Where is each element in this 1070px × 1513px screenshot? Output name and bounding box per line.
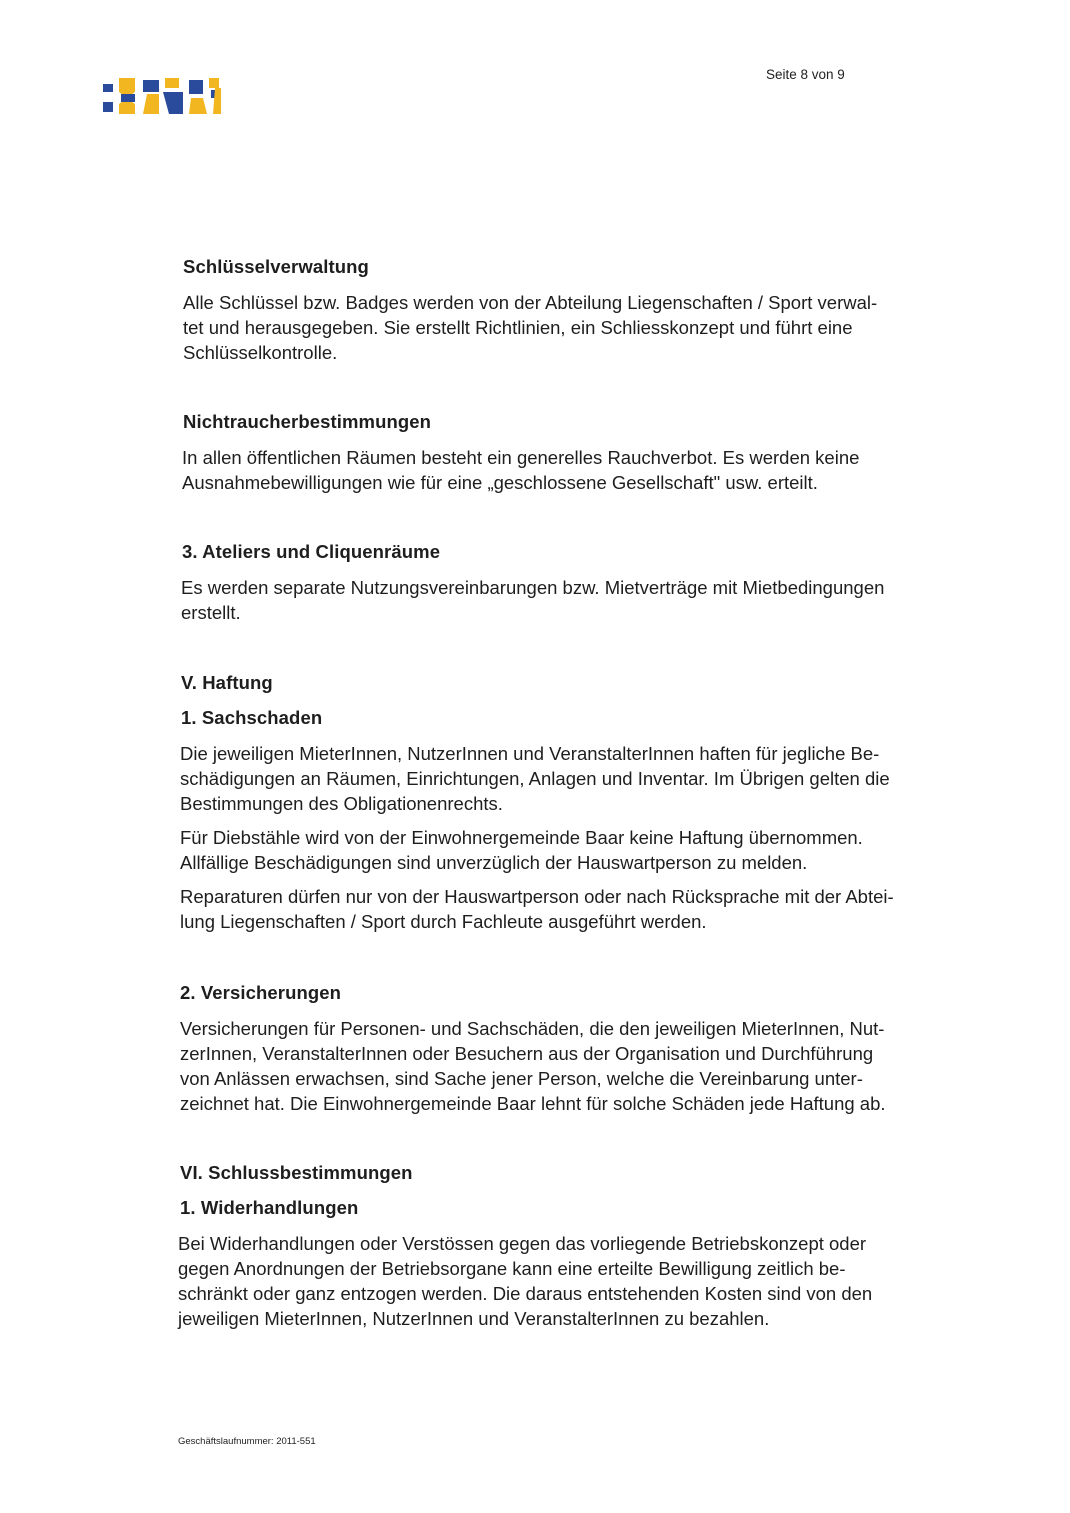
text-line: Es werden separate Nutzungsvereinbarungen bzw. Mietverträge mit Mietbedingungen (181, 577, 885, 598)
section-paragraph (181, 575, 950, 625)
section-schluesselverwaltung (180, 255, 950, 365)
footer-reference: Geschäftslaufnummer: 2011-551 (178, 1436, 316, 1447)
text-line: von Anlässen erwachsen, sind Sache jener Person, welche die Vereinbarung unter- (180, 1068, 863, 1089)
text-line: Bei Widerhandlungen oder Verstössen gegen das vorliegende Betriebskonzept oder (178, 1233, 867, 1254)
section-paragraph (180, 741, 950, 816)
text-line: Bestimmungen des Obligationenrechts. (180, 793, 503, 814)
logo-block (189, 80, 203, 94)
logo-block (103, 84, 113, 92)
logo-block (165, 78, 179, 88)
text-line: Allfällige Beschädigungen sind unverzüglich der Hauswartperson zu melden. (180, 852, 808, 873)
section-paragraph (182, 445, 950, 495)
text-line: Alle Schlüssel bzw. Badges werden von der Abteilung Liegenschaften / Sport verwal- (183, 292, 878, 313)
section-heading: 3. Ateliers und Cliquenräume (182, 541, 441, 562)
text-line: zerInnen, VeranstalterInnen oder Besuchern aus der Organisation und Durchführung (180, 1043, 874, 1064)
text-line: Die jeweiligen MieterInnen, NutzerInnen und VeranstalterInnen haften für jegliche Be- (180, 743, 880, 764)
section-subheading: 1. Widerhandlungen (180, 1197, 359, 1218)
baar-logo (103, 74, 263, 118)
section-heading: Schlüsselverwaltung (183, 256, 369, 277)
logo-block (189, 98, 207, 114)
text-line: tet und herausgegeben. Sie erstellt Richtlinien, ein Schliesskonzept und führt eine (183, 317, 853, 338)
section-schlussbestimmungen (180, 1161, 950, 1331)
text-line: schränkt oder ganz entzogen werden. Die daraus entstehenden Kosten sind von den (178, 1283, 873, 1304)
section-haftung (180, 671, 950, 934)
section-heading: Nichtraucherbestimmungen (183, 411, 432, 432)
text-line: Schlüsselkontrolle. (183, 342, 338, 363)
text-line: In allen öffentlichen Räumen besteht ein generelles Rauchverbot. Es werden keine (182, 447, 860, 468)
section-paragraph (180, 884, 950, 934)
page-number: Seite 8 von 9 (766, 67, 845, 82)
text-line: schädigungen an Räumen, Einrichtungen, Anlagen und Inventar. Im Übrigen gelten die (180, 768, 890, 789)
logo-block (209, 78, 219, 88)
text-line: erstellt. (181, 602, 241, 623)
logo-mark (103, 78, 221, 114)
section-paragraph (178, 1231, 950, 1331)
section-subheading: 1. Sachschaden (181, 707, 323, 728)
text-line: Versicherungen für Personen- und Sachschäden, die den jeweiligen MieterInnen, Nut- (180, 1018, 885, 1039)
text-line: Ausnahmebewilligungen wie für eine „geschlossene Gesellschaft" usw. erteilt. (182, 472, 818, 493)
logo-block (121, 94, 135, 102)
section-versicherungen (180, 981, 950, 1116)
section-paragraph (183, 290, 950, 365)
section-ateliers (180, 540, 950, 625)
logo-block (143, 94, 159, 114)
logo-block (163, 92, 183, 114)
section-nichtraucher (180, 410, 950, 495)
section-heading: VI. Schlussbestimmungen (180, 1162, 413, 1183)
logo-block (103, 102, 113, 112)
text-line: Für Diebstähle wird von der Einwohnergemeinde Baar keine Haftung übernommen. (180, 827, 863, 848)
text-line: jeweiligen MieterInnen, NutzerInnen und VeranstalterInnen zu bezahlen. (178, 1308, 770, 1329)
section-paragraph (180, 1016, 950, 1116)
text-line: Reparaturen dürfen nur von der Hauswartperson oder nach Rücksprache mit der Abtei- (180, 886, 894, 907)
text-line: zeichnet hat. Die Einwohnergemeinde Baar lehnt für solche Schäden jede Haftung ab. (180, 1093, 886, 1114)
section-heading: V. Haftung (181, 672, 273, 693)
section-paragraph (180, 825, 950, 875)
section-heading: 2. Versicherungen (180, 982, 342, 1003)
text-line: gegen Anordnungen der Betriebsorgane kann eine erteilte Bewilligung zeitlich be- (178, 1258, 846, 1279)
text-line: lung Liegenschaften / Sport durch Fachleute ausgeführt werden. (180, 911, 707, 932)
logo-block (143, 80, 159, 92)
